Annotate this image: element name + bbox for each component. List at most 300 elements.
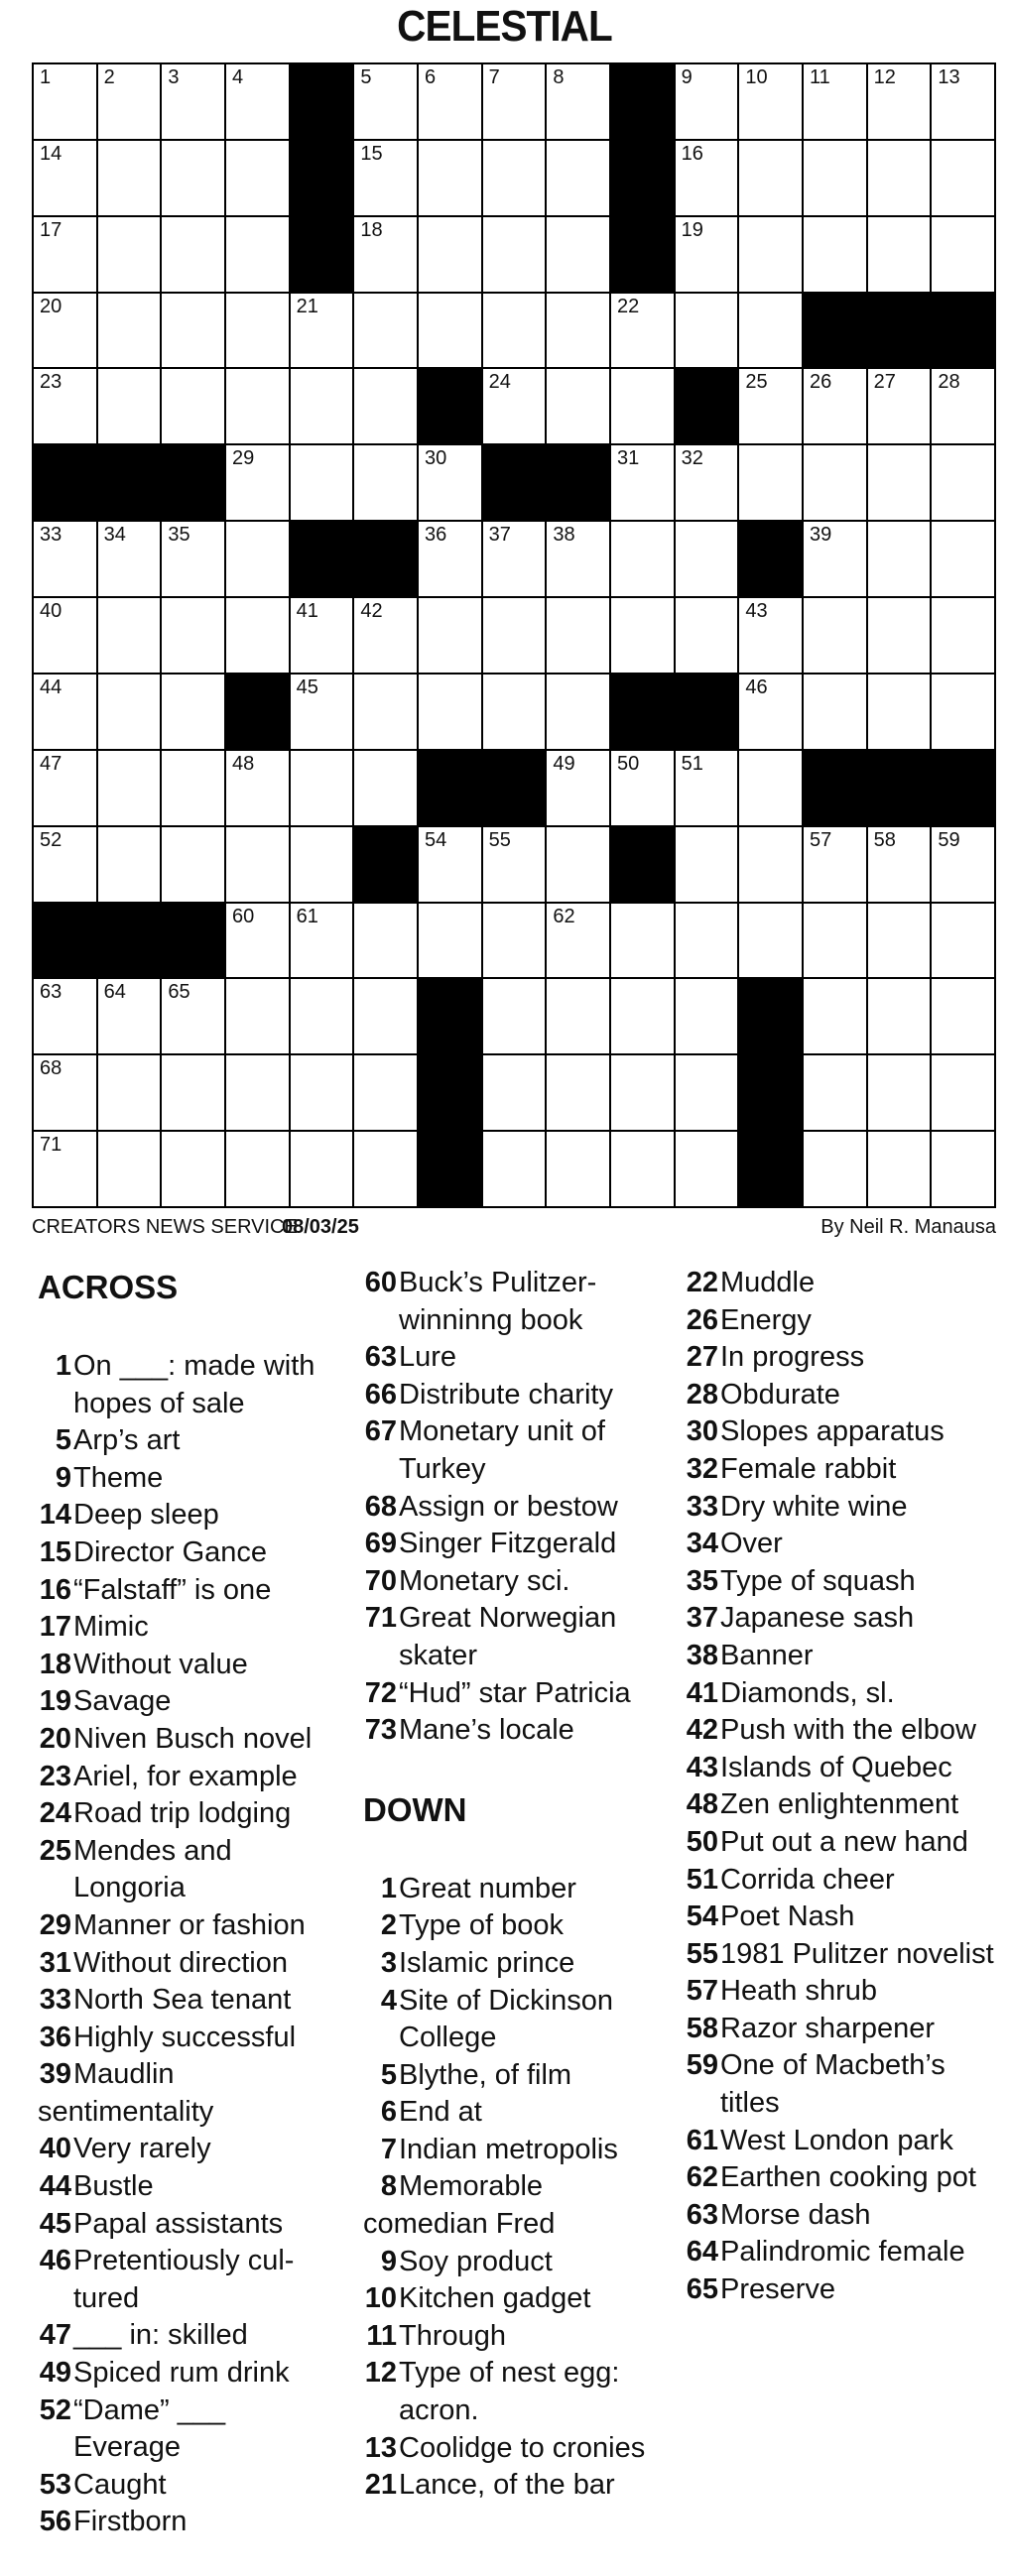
puzzle-title: CELESTIAL xyxy=(397,2,612,51)
clue-item xyxy=(38,1348,335,1422)
grid-cell[interactable] xyxy=(676,1055,738,1130)
grid-cell[interactable] xyxy=(932,522,994,596)
clue-number: 29 xyxy=(39,1908,71,1941)
grid-cell[interactable] xyxy=(676,141,738,215)
grid-cell[interactable] xyxy=(162,294,224,368)
grid-cell[interactable] xyxy=(868,1132,931,1206)
grid-cell[interactable] xyxy=(676,598,738,673)
grid-cell[interactable] xyxy=(98,64,161,139)
clue-text: Theme xyxy=(73,1461,164,1494)
clue-number: 35 xyxy=(168,524,190,547)
clue-number: 71 xyxy=(40,1134,63,1157)
grid-cell[interactable] xyxy=(547,294,609,368)
grid-cell[interactable] xyxy=(868,217,931,292)
grid-cell[interactable] xyxy=(932,217,994,292)
grid-cell[interactable] xyxy=(354,1132,417,1206)
grid-cell[interactable] xyxy=(419,675,481,749)
clue-number: 61 xyxy=(296,905,318,927)
clue-text: End at xyxy=(399,2096,482,2129)
grid-cell[interactable] xyxy=(162,217,224,292)
black-square xyxy=(354,827,417,902)
clue-number: 25 xyxy=(745,371,768,394)
grid-cell[interactable] xyxy=(804,827,866,902)
grid-cell[interactable] xyxy=(291,827,353,902)
grid-cell[interactable] xyxy=(34,369,96,443)
grid-cell[interactable] xyxy=(291,1055,353,1130)
grid-cell[interactable] xyxy=(483,369,546,443)
grid-cell[interactable] xyxy=(868,675,931,749)
grid-cell[interactable] xyxy=(226,751,289,825)
clue-item xyxy=(685,1712,1002,1750)
clue-number: 20 xyxy=(39,1722,71,1755)
clue-number: 10 xyxy=(745,66,768,88)
grid-cell[interactable] xyxy=(547,369,609,443)
grid-cell[interactable] xyxy=(98,1132,161,1206)
grid-cell[interactable] xyxy=(34,1132,96,1206)
grid-cell[interactable] xyxy=(676,64,738,139)
grid-cell[interactable] xyxy=(419,904,481,978)
grid-cell[interactable] xyxy=(483,1132,546,1206)
grid-cell[interactable] xyxy=(419,141,481,215)
grid-cell[interactable] xyxy=(34,827,96,902)
grid-cell[interactable] xyxy=(547,1132,609,1206)
clue-item xyxy=(38,1683,335,1721)
clue-number: 5 xyxy=(55,1424,71,1457)
grid-cell[interactable] xyxy=(162,522,224,596)
grid-cell[interactable] xyxy=(419,217,481,292)
clue-item xyxy=(363,2244,681,2281)
grid-cell[interactable] xyxy=(98,141,161,215)
clue-number: 37 xyxy=(686,1602,718,1635)
grid-cell[interactable] xyxy=(611,1132,674,1206)
clue-number: 68 xyxy=(364,1490,397,1523)
grid-cell[interactable] xyxy=(483,217,546,292)
grid-cell[interactable] xyxy=(868,827,931,902)
clue-text: Islamic prince xyxy=(399,1946,575,1979)
grid-cell[interactable] xyxy=(354,979,417,1053)
grid-cell[interactable] xyxy=(739,217,802,292)
grid-cell[interactable] xyxy=(34,979,96,1053)
clue-number: 40 xyxy=(39,2133,71,2165)
grid-cell[interactable] xyxy=(804,598,866,673)
clue-number: 67 xyxy=(364,1415,397,1448)
clue-number: 21 xyxy=(364,2469,397,2502)
grid-cell[interactable] xyxy=(419,445,481,520)
grid-cell[interactable] xyxy=(226,141,289,215)
grid-cell[interactable] xyxy=(291,294,353,368)
grid-cell[interactable] xyxy=(932,904,994,978)
clue-item xyxy=(685,1377,1002,1414)
grid-cell[interactable] xyxy=(226,904,289,978)
grid-cell[interactable] xyxy=(98,751,161,825)
grid-cell[interactable] xyxy=(932,1132,994,1206)
grid-cell[interactable] xyxy=(354,64,417,139)
clue-item xyxy=(363,1907,681,1945)
clue-item xyxy=(38,2504,335,2541)
grid-cell[interactable] xyxy=(162,1132,224,1206)
grid-cell[interactable] xyxy=(804,141,866,215)
black-square xyxy=(354,522,417,596)
grid-cell[interactable] xyxy=(34,522,96,596)
black-square xyxy=(226,675,289,749)
black-square xyxy=(291,64,353,139)
grid-cell[interactable] xyxy=(291,598,353,673)
clue-item xyxy=(38,1534,335,1572)
clue-number: 22 xyxy=(686,1267,718,1298)
grid-cell[interactable] xyxy=(354,751,417,825)
clue-item xyxy=(363,1675,681,1713)
clue-number: 23 xyxy=(39,1760,71,1792)
grid-cell[interactable] xyxy=(226,64,289,139)
grid-cell[interactable] xyxy=(547,904,609,978)
grid-cell[interactable] xyxy=(483,141,546,215)
grid-cell[interactable] xyxy=(291,369,353,443)
grid-cell[interactable] xyxy=(354,1055,417,1130)
clue-number: 47 xyxy=(39,2319,71,2352)
grid-cell[interactable] xyxy=(932,64,994,139)
grid-cell[interactable] xyxy=(226,1055,289,1130)
grid-cell[interactable] xyxy=(932,1055,994,1130)
grid-cell[interactable] xyxy=(739,904,802,978)
clue-item xyxy=(38,2355,335,2392)
clue-number: 37 xyxy=(488,524,511,547)
grid-cell[interactable] xyxy=(483,979,546,1053)
clue-number: 35 xyxy=(686,1564,718,1597)
grid-cell[interactable] xyxy=(932,827,994,902)
grid-cell[interactable] xyxy=(611,294,674,368)
grid-cell[interactable] xyxy=(868,369,931,443)
clue-number: 11 xyxy=(366,2319,397,2352)
grid-cell[interactable] xyxy=(611,369,674,443)
grid-cell[interactable] xyxy=(162,675,224,749)
grid-cell[interactable] xyxy=(868,1055,931,1130)
grid-cell[interactable] xyxy=(162,369,224,443)
clue-number: 4 xyxy=(232,66,244,88)
clue-number: 60 xyxy=(232,905,255,927)
clue-text: Monetary sci. xyxy=(399,1564,570,1597)
clue-item xyxy=(685,2123,1002,2160)
grid-cell[interactable] xyxy=(676,827,738,902)
grid-cell[interactable] xyxy=(34,141,96,215)
grid-cell[interactable] xyxy=(932,141,994,215)
grid-cell[interactable] xyxy=(354,904,417,978)
grid-cell[interactable] xyxy=(226,827,289,902)
grid-cell[interactable] xyxy=(547,979,609,1053)
author-byline: By Neil R. Manausa xyxy=(820,1216,996,1238)
clue-number: 50 xyxy=(686,1825,718,1858)
grid-cell[interactable] xyxy=(354,141,417,215)
clue-number: 5 xyxy=(380,2058,397,2091)
grid-cell[interactable] xyxy=(804,979,866,1053)
clue-text: Memorable xyxy=(399,2170,544,2203)
grid-cell[interactable] xyxy=(419,294,481,368)
clue-number: 65 xyxy=(686,2273,718,2306)
grid-cell[interactable] xyxy=(739,675,802,749)
clue-text: Maudlin xyxy=(73,2058,175,2091)
clue-item xyxy=(685,1413,1002,1451)
clue-number: 44 xyxy=(39,2170,71,2203)
grid-cell[interactable] xyxy=(611,445,674,520)
clue-item xyxy=(38,1759,335,1796)
clue-number: 13 xyxy=(364,2431,397,2464)
grid-cell[interactable] xyxy=(868,141,931,215)
grid-cell[interactable] xyxy=(739,445,802,520)
grid-cell[interactable] xyxy=(868,598,931,673)
grid-cell[interactable] xyxy=(932,979,994,1053)
clue-number: 12 xyxy=(364,2357,397,2390)
grid-cell[interactable] xyxy=(483,294,546,368)
grid-cell[interactable] xyxy=(868,445,931,520)
clue-number: 66 xyxy=(364,1378,397,1411)
grid-cell[interactable] xyxy=(34,1055,96,1130)
grid-cell[interactable] xyxy=(739,751,802,825)
clue-number: 15 xyxy=(360,142,383,165)
clue-number: 46 xyxy=(745,675,768,698)
grid-cell[interactable] xyxy=(868,522,931,596)
grid-cell[interactable] xyxy=(483,904,546,978)
grid-cell[interactable] xyxy=(547,217,609,292)
clue-text: Mendes and xyxy=(73,1834,232,1867)
grid-cell[interactable] xyxy=(226,979,289,1053)
grid-cell[interactable] xyxy=(868,904,931,978)
clue-text: Blythe, of film xyxy=(399,2058,572,2091)
clue-item xyxy=(38,2392,335,2467)
grid-cell[interactable] xyxy=(98,598,161,673)
grid-cell[interactable] xyxy=(98,294,161,368)
grid-cell[interactable] xyxy=(226,1132,289,1206)
clue-number: 9 xyxy=(55,1461,71,1494)
clue-text: Slopes apparatus xyxy=(720,1415,945,1448)
clue-number: 19 xyxy=(681,218,703,241)
black-square xyxy=(676,369,738,443)
grid-cell[interactable] xyxy=(291,675,353,749)
grid-cell[interactable] xyxy=(98,369,161,443)
grid-cell[interactable] xyxy=(739,141,802,215)
grid-cell[interactable] xyxy=(932,369,994,443)
clue-number: 31 xyxy=(617,447,640,470)
grid-cell[interactable] xyxy=(226,445,289,520)
grid-cell[interactable] xyxy=(291,751,353,825)
grid-cell[interactable] xyxy=(932,598,994,673)
grid-cell[interactable] xyxy=(547,141,609,215)
grid-cell[interactable] xyxy=(226,598,289,673)
grid-cell[interactable] xyxy=(739,64,802,139)
clue-text: Corrida cheer xyxy=(720,1863,895,1896)
black-square xyxy=(804,294,866,368)
grid-cell[interactable] xyxy=(676,904,738,978)
grid-cell[interactable] xyxy=(354,294,417,368)
clue-item xyxy=(363,2057,681,2095)
clue-number: 33 xyxy=(686,1490,718,1523)
clue-number: 9 xyxy=(380,2245,397,2277)
grid-cell[interactable] xyxy=(354,675,417,749)
grid-cell[interactable] xyxy=(547,522,609,596)
grid-cell[interactable] xyxy=(483,64,546,139)
clue-text: Road trip lodging xyxy=(73,1797,292,1830)
grid-cell[interactable] xyxy=(483,827,546,902)
grid-cell[interactable] xyxy=(98,1055,161,1130)
grid-cell[interactable] xyxy=(98,675,161,749)
grid-cell[interactable] xyxy=(676,294,738,368)
grid-cell[interactable] xyxy=(611,751,674,825)
grid-cell[interactable] xyxy=(98,522,161,596)
grid-cell[interactable] xyxy=(547,1055,609,1130)
clue-number: 32 xyxy=(686,1452,718,1485)
grid-cell[interactable] xyxy=(98,217,161,292)
grid-cell[interactable] xyxy=(162,827,224,902)
clue-item xyxy=(685,1936,1002,1974)
clue-number: 51 xyxy=(681,752,703,775)
grid-cell[interactable] xyxy=(868,64,931,139)
grid-cell[interactable] xyxy=(676,522,738,596)
grid-cell[interactable] xyxy=(676,1132,738,1206)
grid-cell[interactable] xyxy=(611,522,674,596)
grid-cell[interactable] xyxy=(162,598,224,673)
grid-cell[interactable] xyxy=(162,1055,224,1130)
grid-cell[interactable] xyxy=(932,675,994,749)
clue-text: Islands of Quebec xyxy=(720,1751,952,1783)
grid-cell[interactable] xyxy=(354,598,417,673)
grid-cell[interactable] xyxy=(291,445,353,520)
grid-cell[interactable] xyxy=(354,445,417,520)
grid-cell[interactable] xyxy=(354,217,417,292)
grid-cell[interactable] xyxy=(98,979,161,1053)
clue-number: 24 xyxy=(488,371,511,394)
grid-cell[interactable] xyxy=(676,445,738,520)
clue-number: 9 xyxy=(681,66,693,88)
clue-text: 1981 Pulitzer novelist xyxy=(720,1937,994,1970)
grid-cell[interactable] xyxy=(34,598,96,673)
clue-number: 30 xyxy=(686,1415,718,1448)
clue-number: 36 xyxy=(425,524,447,547)
clue-text: Singer Fitzgerald xyxy=(399,1528,617,1560)
grid-cell[interactable] xyxy=(676,751,738,825)
grid-cell[interactable] xyxy=(676,979,738,1053)
clue-number: 65 xyxy=(168,981,190,1004)
clue-item xyxy=(38,1982,335,2020)
grid-cell[interactable] xyxy=(226,522,289,596)
grid-cell[interactable] xyxy=(291,979,353,1053)
grid-cell[interactable] xyxy=(804,1055,866,1130)
clue-text: Poet Nash xyxy=(720,1901,855,1933)
black-square xyxy=(547,445,609,520)
grid-cell[interactable] xyxy=(611,1055,674,1130)
grid-cell[interactable] xyxy=(547,827,609,902)
clue-number: 12 xyxy=(873,66,896,88)
clue-number: 8 xyxy=(553,66,565,88)
clue-number: 42 xyxy=(360,600,383,623)
grid-cell[interactable] xyxy=(419,827,481,902)
grid-cell[interactable] xyxy=(739,598,802,673)
black-square xyxy=(98,445,161,520)
grid-cell[interactable] xyxy=(611,904,674,978)
clue-text: Distribute charity xyxy=(399,1378,613,1411)
grid-cell[interactable] xyxy=(419,598,481,673)
grid-cell[interactable] xyxy=(162,979,224,1053)
grid-cell[interactable] xyxy=(34,217,96,292)
clue-number: 23 xyxy=(40,371,63,394)
clue-number: 59 xyxy=(686,2049,718,2082)
grid-cell[interactable] xyxy=(98,827,161,902)
clue-number: 29 xyxy=(232,447,255,470)
grid-cell[interactable] xyxy=(804,1132,866,1206)
clue-number: 43 xyxy=(745,600,768,623)
clue-text-continued: sentimentality xyxy=(38,2095,214,2128)
grid-cell[interactable] xyxy=(483,522,546,596)
grid-cell[interactable] xyxy=(611,598,674,673)
grid-cell[interactable] xyxy=(419,522,481,596)
grid-cell[interactable] xyxy=(291,1132,353,1206)
grid-cell[interactable] xyxy=(483,598,546,673)
black-square xyxy=(483,445,546,520)
grid-cell[interactable] xyxy=(419,64,481,139)
grid-cell[interactable] xyxy=(162,751,224,825)
grid-cell[interactable] xyxy=(739,294,802,368)
grid-cell[interactable] xyxy=(868,979,931,1053)
clue-number: 19 xyxy=(39,1685,71,1718)
grid-cell[interactable] xyxy=(34,294,96,368)
clue-item xyxy=(38,2131,335,2168)
clue-number: 28 xyxy=(938,371,960,394)
clue-text: Great Norwegian xyxy=(399,1602,617,1635)
grid-cell[interactable] xyxy=(804,217,866,292)
grid-cell[interactable] xyxy=(162,64,224,139)
clue-number: 64 xyxy=(103,981,126,1004)
clue-text: skater xyxy=(399,1639,477,1671)
grid-cell[interactable] xyxy=(354,369,417,443)
grid-cell[interactable] xyxy=(804,369,866,443)
grid-cell[interactable] xyxy=(804,904,866,978)
grid-cell[interactable] xyxy=(804,675,866,749)
grid-cell[interactable] xyxy=(676,217,738,292)
clue-number: 51 xyxy=(686,1863,718,1896)
clue-item xyxy=(363,1945,681,1983)
clue-item xyxy=(38,2467,335,2505)
clue-number: 54 xyxy=(686,1901,718,1933)
clue-text: Diamonds, sl. xyxy=(720,1676,895,1709)
clue-text: “Falstaff” is one xyxy=(73,1573,272,1606)
clue-number: 22 xyxy=(617,295,640,317)
grid-cell[interactable] xyxy=(226,369,289,443)
grid-cell[interactable] xyxy=(162,141,224,215)
grid-cell[interactable] xyxy=(547,598,609,673)
grid-cell[interactable] xyxy=(804,522,866,596)
grid-cell[interactable] xyxy=(291,904,353,978)
black-square xyxy=(291,522,353,596)
grid-cell[interactable] xyxy=(547,751,609,825)
grid-cell[interactable] xyxy=(34,751,96,825)
clue-item xyxy=(38,1572,335,1610)
clue-item xyxy=(685,1302,1002,1340)
grid-cell[interactable] xyxy=(611,979,674,1053)
grid-cell[interactable] xyxy=(932,445,994,520)
grid-cell[interactable] xyxy=(739,827,802,902)
grid-cell[interactable] xyxy=(483,1055,546,1130)
grid-cell[interactable] xyxy=(547,675,609,749)
grid-cell[interactable] xyxy=(804,64,866,139)
grid-cell[interactable] xyxy=(226,294,289,368)
grid-cell[interactable] xyxy=(804,445,866,520)
clue-text: Muddle xyxy=(720,1267,816,1298)
grid-cell[interactable] xyxy=(739,369,802,443)
grid-cell[interactable] xyxy=(483,675,546,749)
clue-number: 63 xyxy=(40,981,63,1004)
grid-cell[interactable] xyxy=(226,217,289,292)
grid-cell[interactable] xyxy=(547,64,609,139)
clue-text: Manner or fashion xyxy=(73,1908,306,1941)
grid-cell[interactable] xyxy=(34,675,96,749)
grid-cell[interactable] xyxy=(34,64,96,139)
